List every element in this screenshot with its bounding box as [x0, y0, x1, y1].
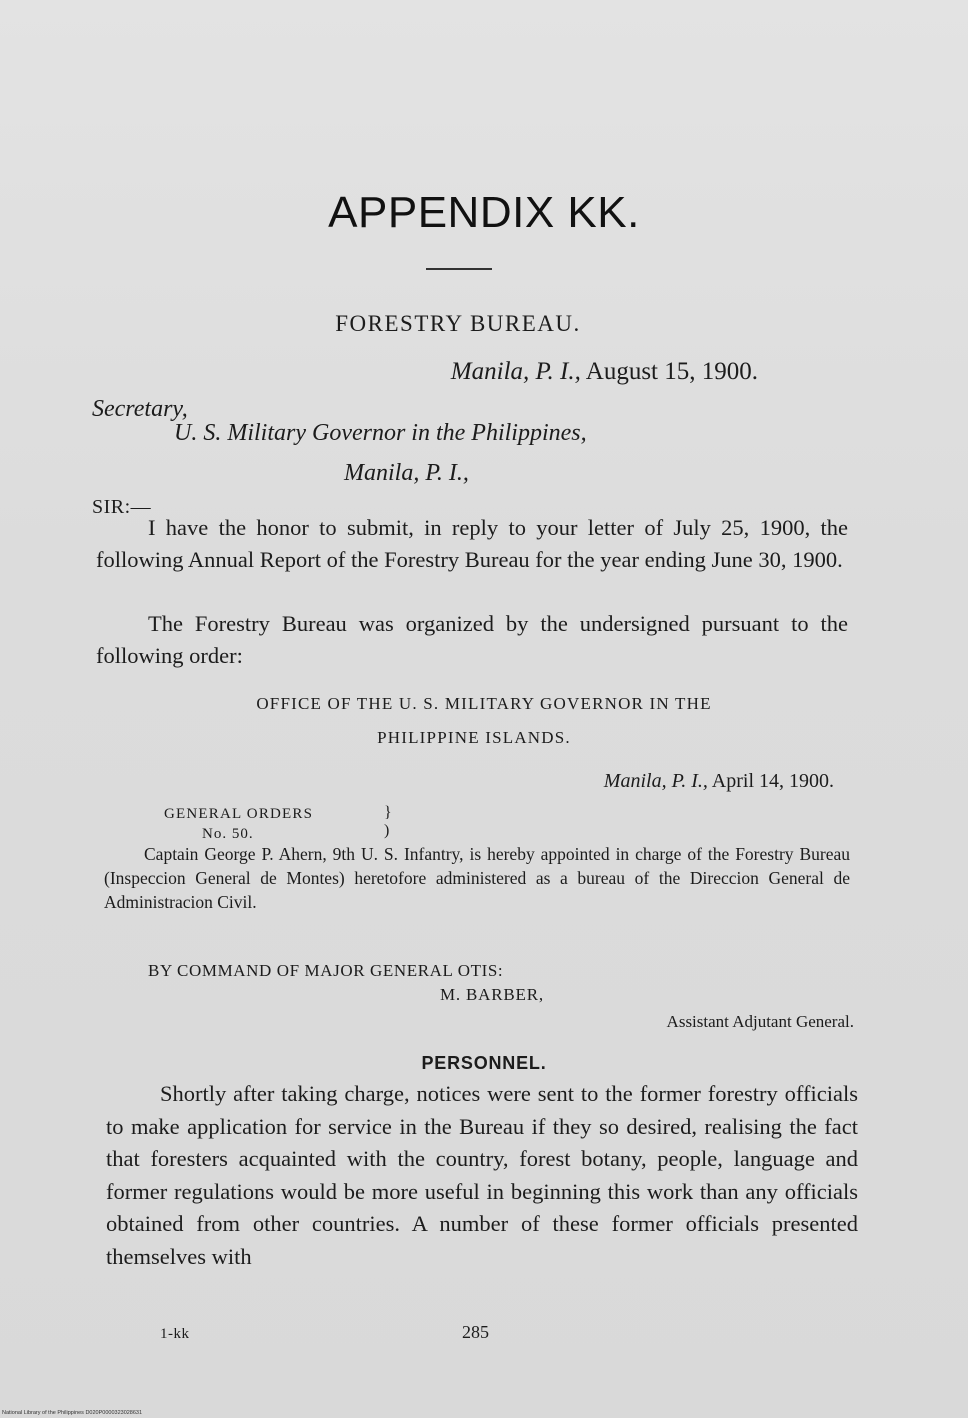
order-date: April 14, 1900. [711, 770, 834, 792]
title-rule [426, 268, 492, 270]
general-orders-number: No. 50. [202, 826, 254, 842]
letter-dateline [451, 358, 758, 386]
order-date-place: Manila, P. I., [603, 770, 708, 792]
personnel-heading: PERSONNEL. [421, 1053, 547, 1073]
scan-credit: National Library of the Philippines D020P0000323028631 [2, 1410, 143, 1416]
address-line-2: U. S. Military Governor in the Philippines, [174, 420, 587, 446]
salutation: SIR:— [92, 496, 152, 518]
paragraph-organization: The Forestry Bureau was organized by the undersigned pursuant to the following order: [96, 611, 848, 668]
address-line-1: Secretary, [92, 396, 188, 422]
order-signer-title: Assistant Adjutant General. [666, 1012, 854, 1031]
general-orders-label: GENERAL ORDERS [164, 806, 314, 822]
order-text: Captain George P. Ahern, 9th U. S. Infantry, is hereby appointed in charge of the Forestry Bureau (Inspeccion General de Montes) heretofore administered as a bureau of the Direccion General de Administracion Civil. [104, 844, 850, 912]
order-office-line-2: PHILIPPINE ISLANDS. [377, 728, 571, 747]
paragraph-report-intro: I have the honor to submit, in reply to your letter of July 25, 1900, the following Annual Report of the Forestry Bureau for the year ending June 30, 1900. [96, 515, 848, 572]
brace-bottom: ) [384, 822, 390, 839]
order-signer: M. BARBER, [440, 985, 544, 1004]
brace-top: } [384, 804, 392, 821]
signature-mark: 1-kk [160, 1326, 190, 1342]
appendix-title: APPENDIX KK. [328, 188, 640, 237]
address-line-3: Manila, P. I., [344, 460, 469, 486]
order-dateline [604, 770, 834, 793]
paragraph-personnel: Shortly after taking charge, notices were sent to the former forestry officials to make application for service in the Bureau if they so desired, realising the fact that foresters acquainted with the country, forest botany, people, language and former regulations would be more useful in beginning this work than any officials obtained from other countries. A number of these former officials presented themselves with [106, 1081, 858, 1269]
dateline-place: Manila, P. I., [450, 358, 581, 385]
order-command-line: BY COMMAND OF MAJOR GENERAL OTIS: [148, 961, 504, 980]
page-number: 285 [462, 1322, 489, 1342]
order-office-line-1: OFFICE OF THE U. S. MILITARY GOVERNOR IN THE [256, 694, 712, 713]
dateline-date: August 15, 1900. [585, 358, 758, 385]
bureau-heading: FORESTRY BUREAU. [335, 311, 581, 336]
